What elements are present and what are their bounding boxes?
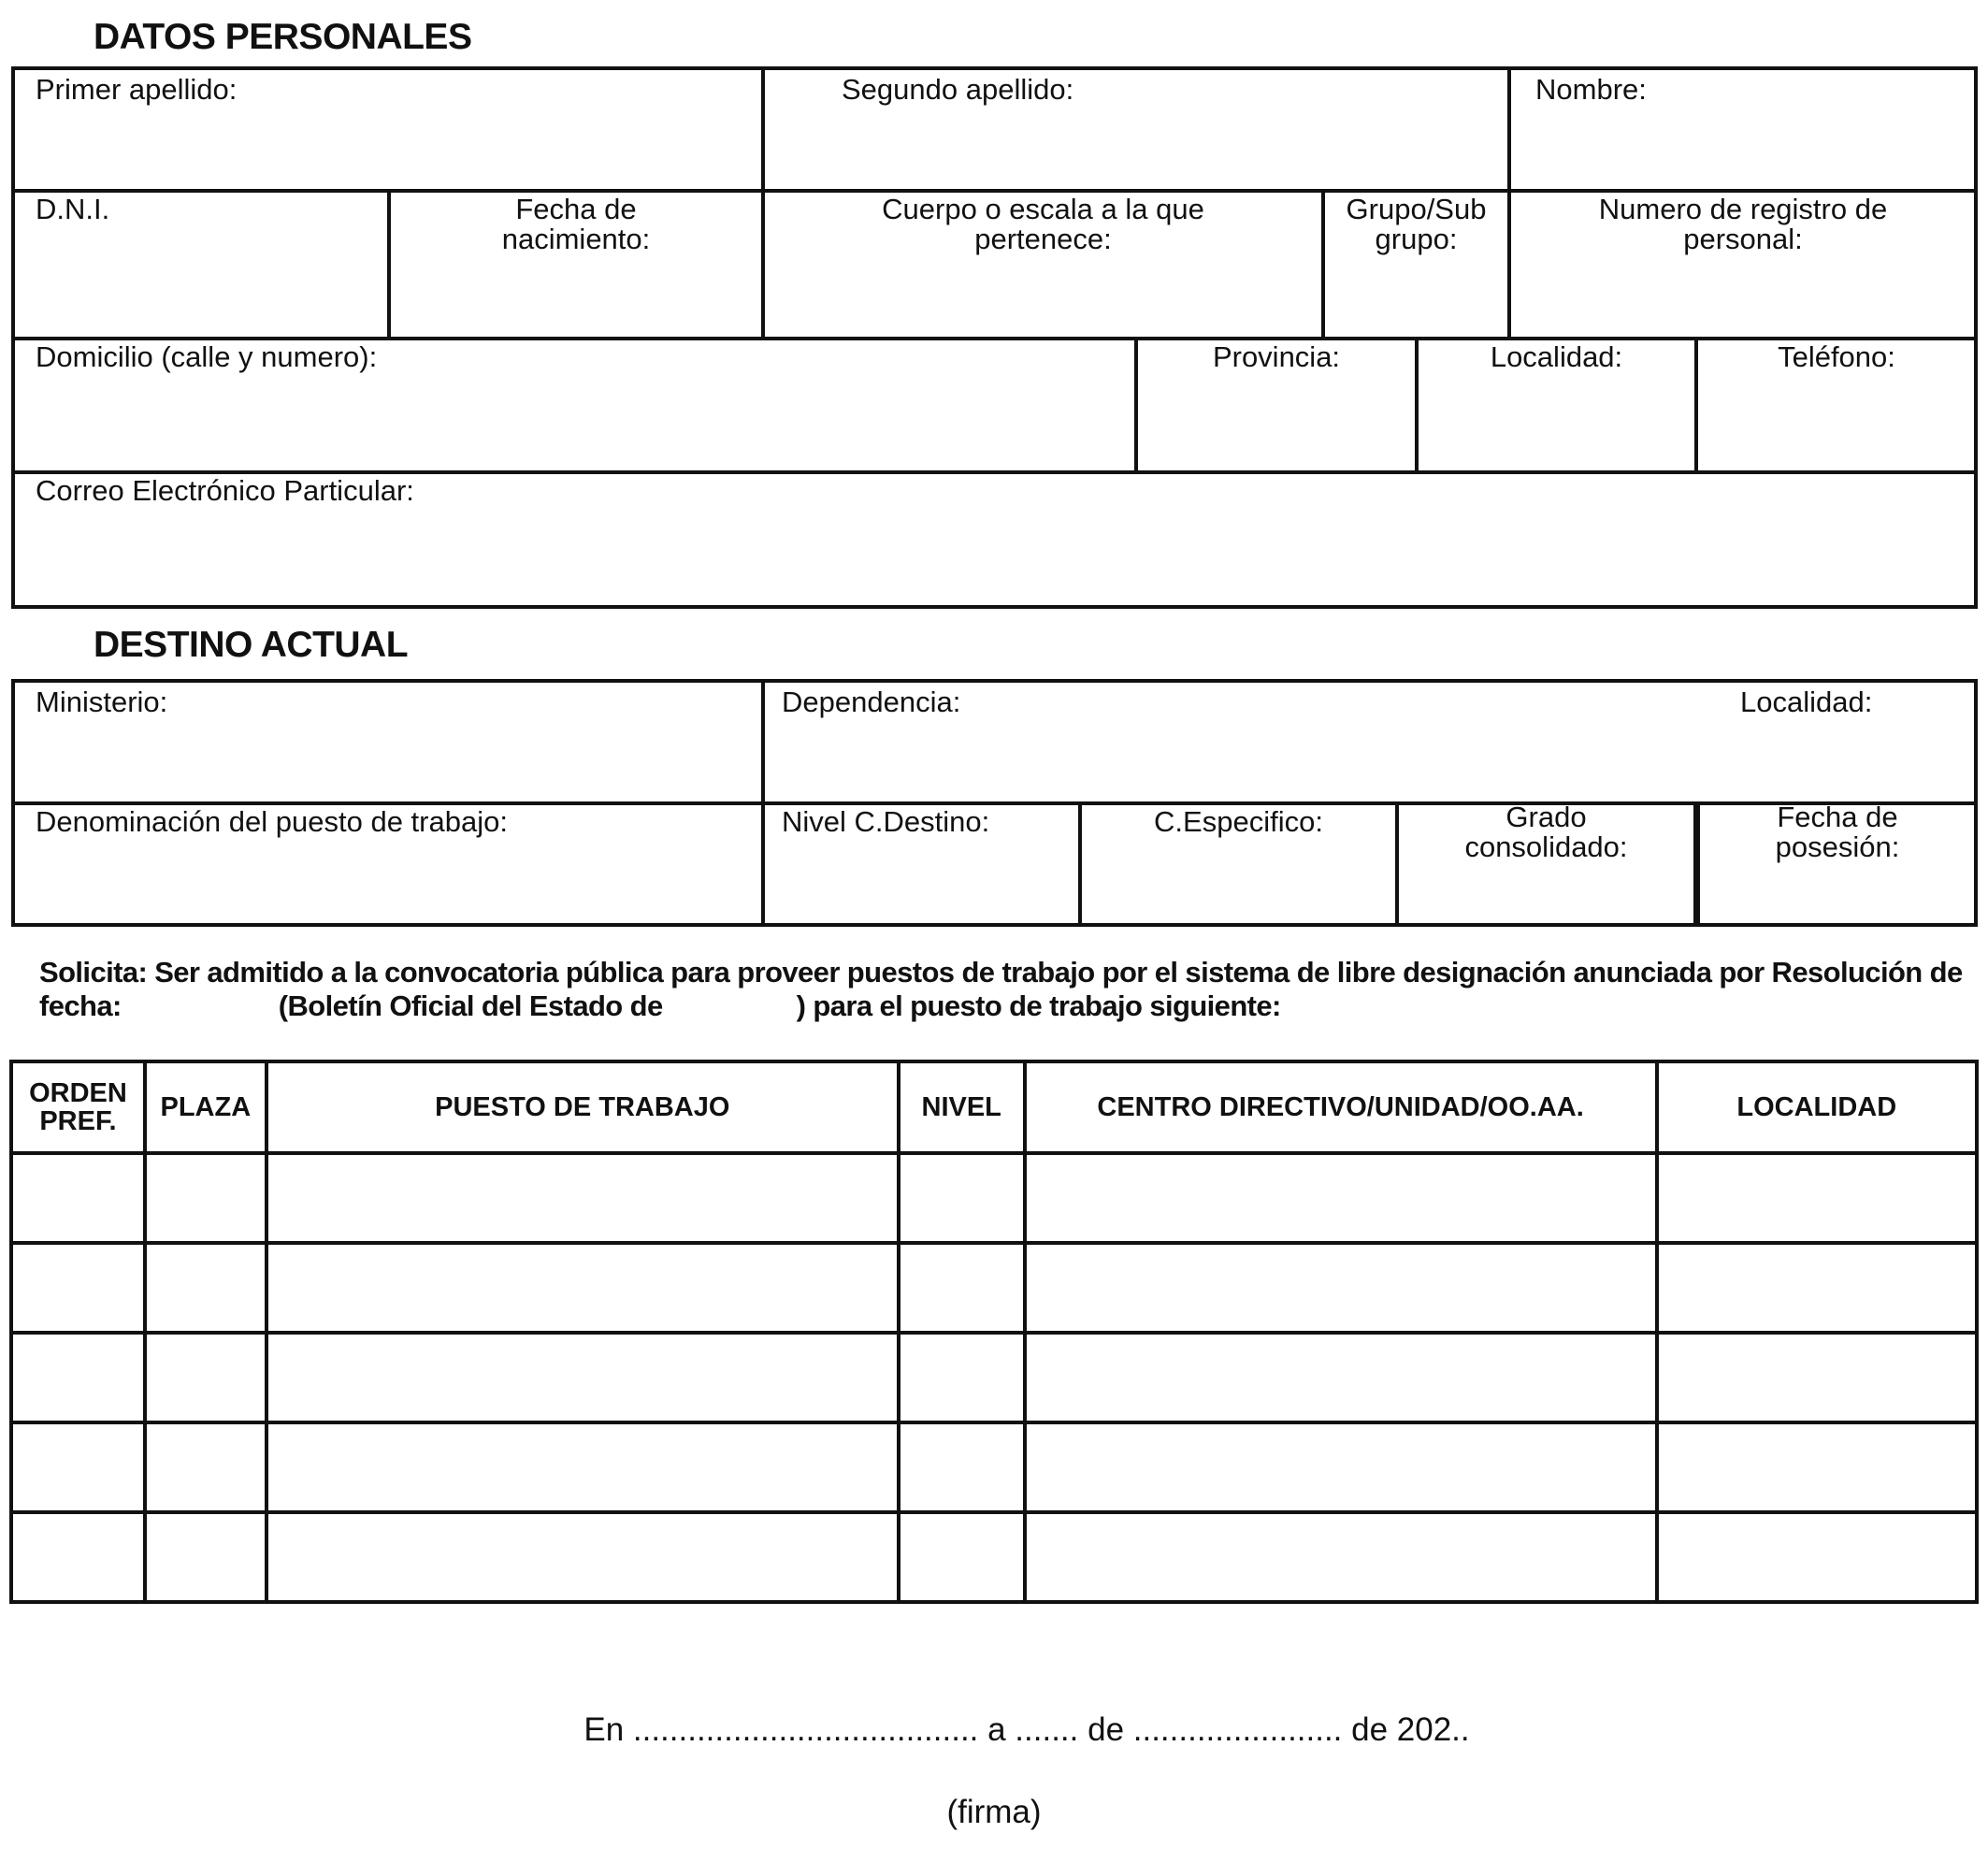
field-ministerio[interactable] xyxy=(15,687,761,800)
solicita-line-2 xyxy=(39,989,1966,1023)
cell-nivel[interactable] xyxy=(899,1333,1025,1422)
datos-personales-box xyxy=(11,66,1978,609)
label-localidad: Localidad: xyxy=(1490,342,1623,373)
solicita-paragraph xyxy=(39,956,1966,1023)
solicita-puesto-label: ) para el puesto de trabajo siguiente: xyxy=(796,989,1281,1022)
table-row xyxy=(11,1333,1977,1422)
header-pref: PREF. xyxy=(39,1106,117,1136)
cell-plaza[interactable] xyxy=(145,1512,267,1602)
label-provincia: Provincia: xyxy=(1212,342,1341,373)
cell-nivel[interactable] xyxy=(899,1243,1025,1333)
label-grado-consolidado: Grado xyxy=(1505,802,1587,833)
table-row xyxy=(11,1243,1977,1333)
cell-centro[interactable] xyxy=(1025,1333,1657,1422)
field-numero-registro[interactable] xyxy=(1511,195,1975,335)
label-nombre: Nombre: xyxy=(1535,75,1647,106)
lugar-fecha-line[interactable]: En ...................................... a ....... de ....................... de 202.. xyxy=(583,1711,1470,1748)
header-puesto-trabajo: PUESTO DE TRABAJO xyxy=(267,1061,899,1153)
field-fecha-nacimiento[interactable] xyxy=(391,195,761,335)
cell-puesto[interactable] xyxy=(267,1512,899,1602)
cell-localidad[interactable] xyxy=(1657,1153,1977,1243)
label-correo: Correo Electrónico Particular: xyxy=(36,476,414,507)
header-localidad: LOCALIDAD xyxy=(1657,1061,1977,1153)
label-fecha-posesion-2: posesión: xyxy=(1775,830,1900,863)
field-destino-localidad[interactable] xyxy=(1740,687,1975,800)
cell-orden[interactable] xyxy=(11,1422,145,1512)
section-title-destino-actual: DESTINO ACTUAL xyxy=(94,625,409,665)
solicita-line-1: Solicita: Ser admitido a la convocatoria pública para proveer puestos de trabajo por el sistema de libre designación anunciada por Resolución de xyxy=(39,956,1963,989)
field-nombre[interactable] xyxy=(1511,75,1975,187)
table-row xyxy=(11,1422,1977,1512)
header-plaza: PLAZA xyxy=(145,1061,267,1153)
field-fecha-posesion[interactable] xyxy=(1700,802,1975,918)
cell-plaza[interactable] xyxy=(145,1422,267,1512)
label-fecha-posesion: Fecha de xyxy=(1777,802,1898,833)
field-domicilio[interactable] xyxy=(15,342,1134,469)
table-row xyxy=(11,1512,1977,1602)
label-fecha-nacimiento-2: nacimiento: xyxy=(501,223,651,255)
label-dni: D.N.I. xyxy=(36,195,110,225)
cell-centro[interactable] xyxy=(1025,1243,1657,1333)
cell-localidad[interactable] xyxy=(1657,1243,1977,1333)
label-segundo-apellido: Segundo apellido: xyxy=(842,75,1074,106)
solicita-boe-label: (Boletín Oficial del Estado de xyxy=(278,989,663,1022)
field-correo[interactable] xyxy=(15,476,1975,605)
field-grado-consolidado[interactable] xyxy=(1399,802,1693,918)
field-complemento-especifico[interactable] xyxy=(1082,807,1395,923)
cell-centro[interactable] xyxy=(1025,1512,1657,1602)
divider xyxy=(15,189,1975,193)
cell-orden[interactable] xyxy=(11,1153,145,1243)
field-localidad[interactable] xyxy=(1419,342,1694,469)
cell-puesto[interactable] xyxy=(267,1333,899,1422)
label-grupo-subgrupo: Grupo/Sub xyxy=(1346,195,1487,225)
cell-localidad[interactable] xyxy=(1657,1512,1977,1602)
cell-nivel[interactable] xyxy=(899,1422,1025,1512)
divider xyxy=(15,337,1975,340)
cell-plaza[interactable] xyxy=(145,1243,267,1333)
label-cuerpo-escala-2: pertenece: xyxy=(974,223,1112,255)
label-numero-registro-2: personal: xyxy=(1683,223,1803,255)
label-grado-consolidado-2: consolidado: xyxy=(1464,830,1628,863)
label-domicilio: Domicilio (calle y numero): xyxy=(36,342,378,373)
field-provincia[interactable] xyxy=(1138,342,1415,469)
destino-actual-box xyxy=(11,679,1978,927)
cell-localidad[interactable] xyxy=(1657,1422,1977,1512)
label-cuerpo-escala: Cuerpo o escala a la que xyxy=(882,195,1204,225)
label-nivel-destino: Nivel C.Destino: xyxy=(782,807,990,838)
field-cuerpo-escala[interactable] xyxy=(765,195,1321,335)
field-nivel-destino[interactable] xyxy=(765,807,1078,923)
label-complemento-especifico: C.Especifico: xyxy=(1154,807,1323,838)
cell-orden[interactable] xyxy=(11,1512,145,1602)
cell-orden[interactable] xyxy=(11,1243,145,1333)
table-header-row xyxy=(11,1061,1977,1153)
cell-nivel[interactable] xyxy=(899,1153,1025,1243)
divider xyxy=(15,470,1975,474)
field-telefono[interactable] xyxy=(1698,342,1975,469)
field-segundo-apellido[interactable] xyxy=(765,75,1507,187)
cell-nivel[interactable] xyxy=(899,1512,1025,1602)
label-fecha-nacimiento: Fecha de xyxy=(515,195,637,225)
field-dependencia[interactable] xyxy=(765,687,1700,800)
label-ministerio: Ministerio: xyxy=(36,687,168,718)
label-telefono: Teléfono: xyxy=(1778,342,1895,373)
plazas-table xyxy=(9,1060,1979,1604)
header-orden: ORDEN xyxy=(29,1078,127,1108)
cell-plaza[interactable] xyxy=(145,1333,267,1422)
firma-label: (firma) xyxy=(946,1794,1042,1830)
header-orden-pref xyxy=(11,1061,145,1153)
label-grupo-subgrupo-2: grupo: xyxy=(1375,223,1458,255)
label-denominacion-puesto: Denominación del puesto de trabajo: xyxy=(36,807,508,838)
table-row xyxy=(11,1153,1977,1243)
cell-orden[interactable] xyxy=(11,1333,145,1422)
label-primer-apellido: Primer apellido: xyxy=(36,75,238,106)
cell-plaza[interactable] xyxy=(145,1153,267,1243)
header-centro-directivo: CENTRO DIRECTIVO/UNIDAD/OO.AA. xyxy=(1025,1061,1657,1153)
field-denominacion-puesto[interactable] xyxy=(15,807,761,923)
field-primer-apellido[interactable] xyxy=(15,75,761,187)
solicita-fecha-label: fecha: xyxy=(39,989,122,1022)
cell-puesto[interactable] xyxy=(267,1422,899,1512)
field-grupo-subgrupo[interactable] xyxy=(1325,195,1507,335)
cell-puesto[interactable] xyxy=(267,1243,899,1333)
label-destino-localidad: Localidad: xyxy=(1740,687,1873,718)
cell-localidad[interactable] xyxy=(1657,1333,1977,1422)
section-title-datos-personales: DATOS PERSONALES xyxy=(94,17,472,57)
cell-centro[interactable] xyxy=(1025,1422,1657,1512)
divider xyxy=(1693,801,1700,924)
label-numero-registro: Numero de registro de xyxy=(1598,195,1888,225)
cell-puesto[interactable] xyxy=(267,1153,899,1243)
label-dependencia: Dependencia: xyxy=(782,687,961,718)
cell-centro[interactable] xyxy=(1025,1153,1657,1243)
header-nivel: NIVEL xyxy=(899,1061,1025,1153)
field-dni[interactable] xyxy=(15,195,387,335)
